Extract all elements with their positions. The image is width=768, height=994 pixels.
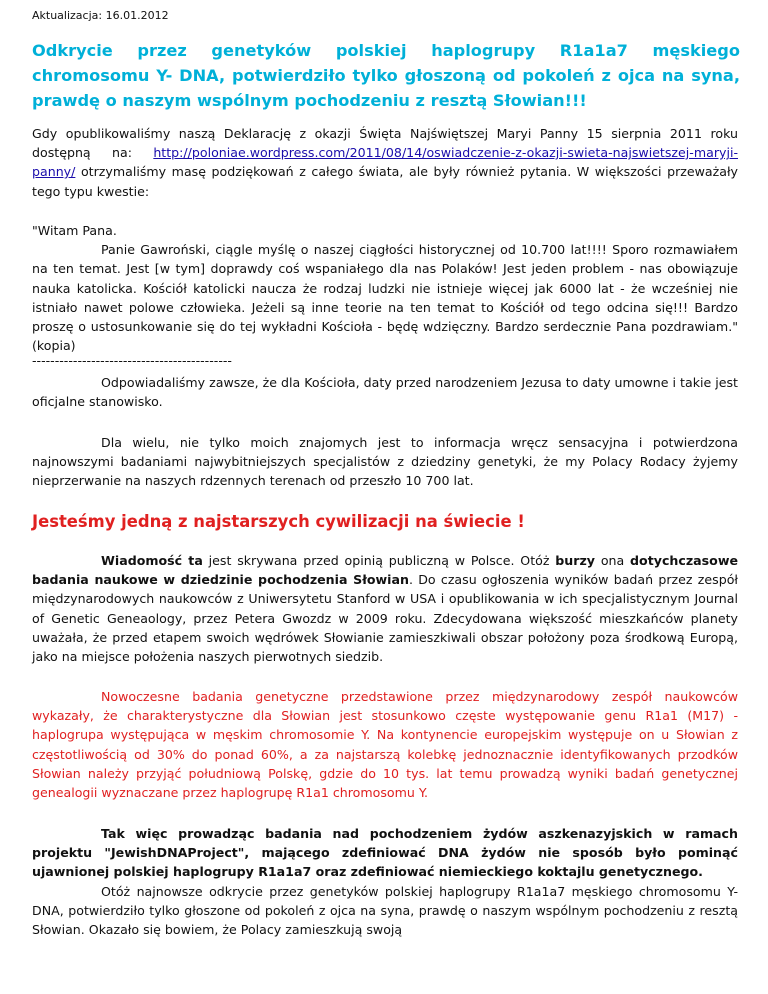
document-title: Odkrycie przez genetyków polskiej haplogrupy R1a1a7 męskiego chromosomu Y- DNA, potwierdziło tylko głoszoną od pokoleń z ojca na syna, prawdę o naszym wspólnym pochodzeniu z resztą Słowian!!! [32,41,740,110]
sensation-paragraph: Dla wielu, nie tylko moich znajomych jest to informacja wręcz sensacyjna i potwierdzona najnowszymi badaniami najwybitniejszych specjalistów z dziedziny genetyki, że my Polacy Rodacy żyjemy nieprzerwanie na naszych rdzennych terenach od przeszło 10 700 lat. [32,435,738,489]
bold-phrase: dotychczasowe badania naukowe w dziedzinie pochodzenia Słowian [32,553,738,588]
text-run: jest skrywana przed opinią publiczną w Polsce. Otóż [202,553,556,568]
letter-body: Panie Gawroński, ciągle myślę o naszej ciągłości historycznej od 10.700 lat!!!! Sporo rozmawiałem na ten temat. Jest [w tym] doprawdy coś wspaniałego dla nas Polaków! Jest jeden problem - nas obowiązuje nauka katolicka. Kościół katolicki naucza że rodzaj ludzki nie istnieje więcej jak 6000 lat - że wcześniej nie istniało nawet polowe człowieka. Jeżeli są inne teorie na ten temat to Kościół od tego odcina się!!! Bardzo proszę o ustosunkowanie się do tej wykładni Kościoła - będę wdzięczny. Bardzo serdecznie Pana pozdrawiam." (kopia) [32,242,738,354]
paragraph-origin [32,551,738,666]
bold-phrase: Wiadomość ta [101,553,203,568]
text-run: . Do czasu ogłoszenia wyników badań przez zespół międzynarodowych naukowców z Uniwersytetu Stanford w USA i opublikowania w ich specjalistycznym Journal of Genetic Geneaology, przez Petera Gwozdz w 2009 roku. Zdecydowana większość mieszkańców planety uważała, że przed etapem swoich wędrówek Słowianie zamieszkiwali obszar położony poza środkową Europą, jako na miejsce położenia naszych pierwotnych siedzib. [32,572,738,665]
intro-text: Gdy opublikowaliśmy naszą Deklarację z okazji Święta Najświętszej Maryi Panny 15 sierpnia 2011 roku dostępną na: [32,126,738,161]
intro-paragraph [32,124,738,201]
text-run: ona [595,553,631,568]
section-heading: Jesteśmy jedną z najstarszych cywilizacji na świecie ! [32,512,525,531]
letter-separator: -------------------------------------------- [32,355,232,368]
paragraph-discovery: Otóż najnowsze odkrycie przez genetyków polskiej haplogrupy R1a1a7 męskiego chromosomu Y- DNA, potwierdziło tylko głoszone od pokoleń z ojca na syna, prawdę o naszym wspólnym pochodzeniu z resztą Słowian. Okazało się bowiem, że Polacy zamieszkują swoją [32,884,738,938]
bold-phrase: burzy [555,553,596,568]
letter-greeting: "Witam Pana. [32,223,117,238]
intro-text-end: otrzymaliśmy masę podziękowań z całego świata, ale były również pytania. W większości przeważały tego typu kwestie: [32,164,738,199]
letter-quote [32,221,738,367]
paragraph-jewish-dna: Tak więc prowadząc badania nad pochodzeniem żydów aszkenazyjskich w ramach projektu "JewishDNAProject", mającego zdefiniować DNA żydów nie sposób było pominąć ujawnionej polskiej haplogrupy R1a1a7 oraz zdefiniować niemieckiego koktajlu genetycznego. [32,826,738,880]
paragraph-genetics: Nowoczesne badania genetyczne przedstawione przez międzynarodowy zespół naukowców wykazały, że charakterystyczne dla Słowian jest stosunkowo częste występowanie genu R1a1 (M17) - haplogrupa występująca w męskim chromosomie Y. Na kontynencie europejskim występuje on u Słowian z częstotliwością od 30% do ponad 60%, a za najstarszą kolebkę jednoznacznie identyfikowanych przodków Słowian należy przyjąć południową Polskę, gdzie do 10 tys. lat temu prowadzą wyniki badań genetycznej genealogii wyznaczane przez haplogrupę R1a1 chromosomu Y. [32,689,738,801]
answer-paragraph: Odpowiadaliśmy zawsze, że dla Kościoła, daty przed narodzeniem Jezusa to daty umowne i takie jest oficjalne stanowisko. [32,375,738,410]
update-date: Aktualizacja: 16.01.2012 [32,9,169,22]
source-link[interactable]: http://poloniae.wordpress.com/2011/08/14/oswiadczenie-z-okazji-swieta-najswietszej-maryji-panny/ [32,145,738,180]
